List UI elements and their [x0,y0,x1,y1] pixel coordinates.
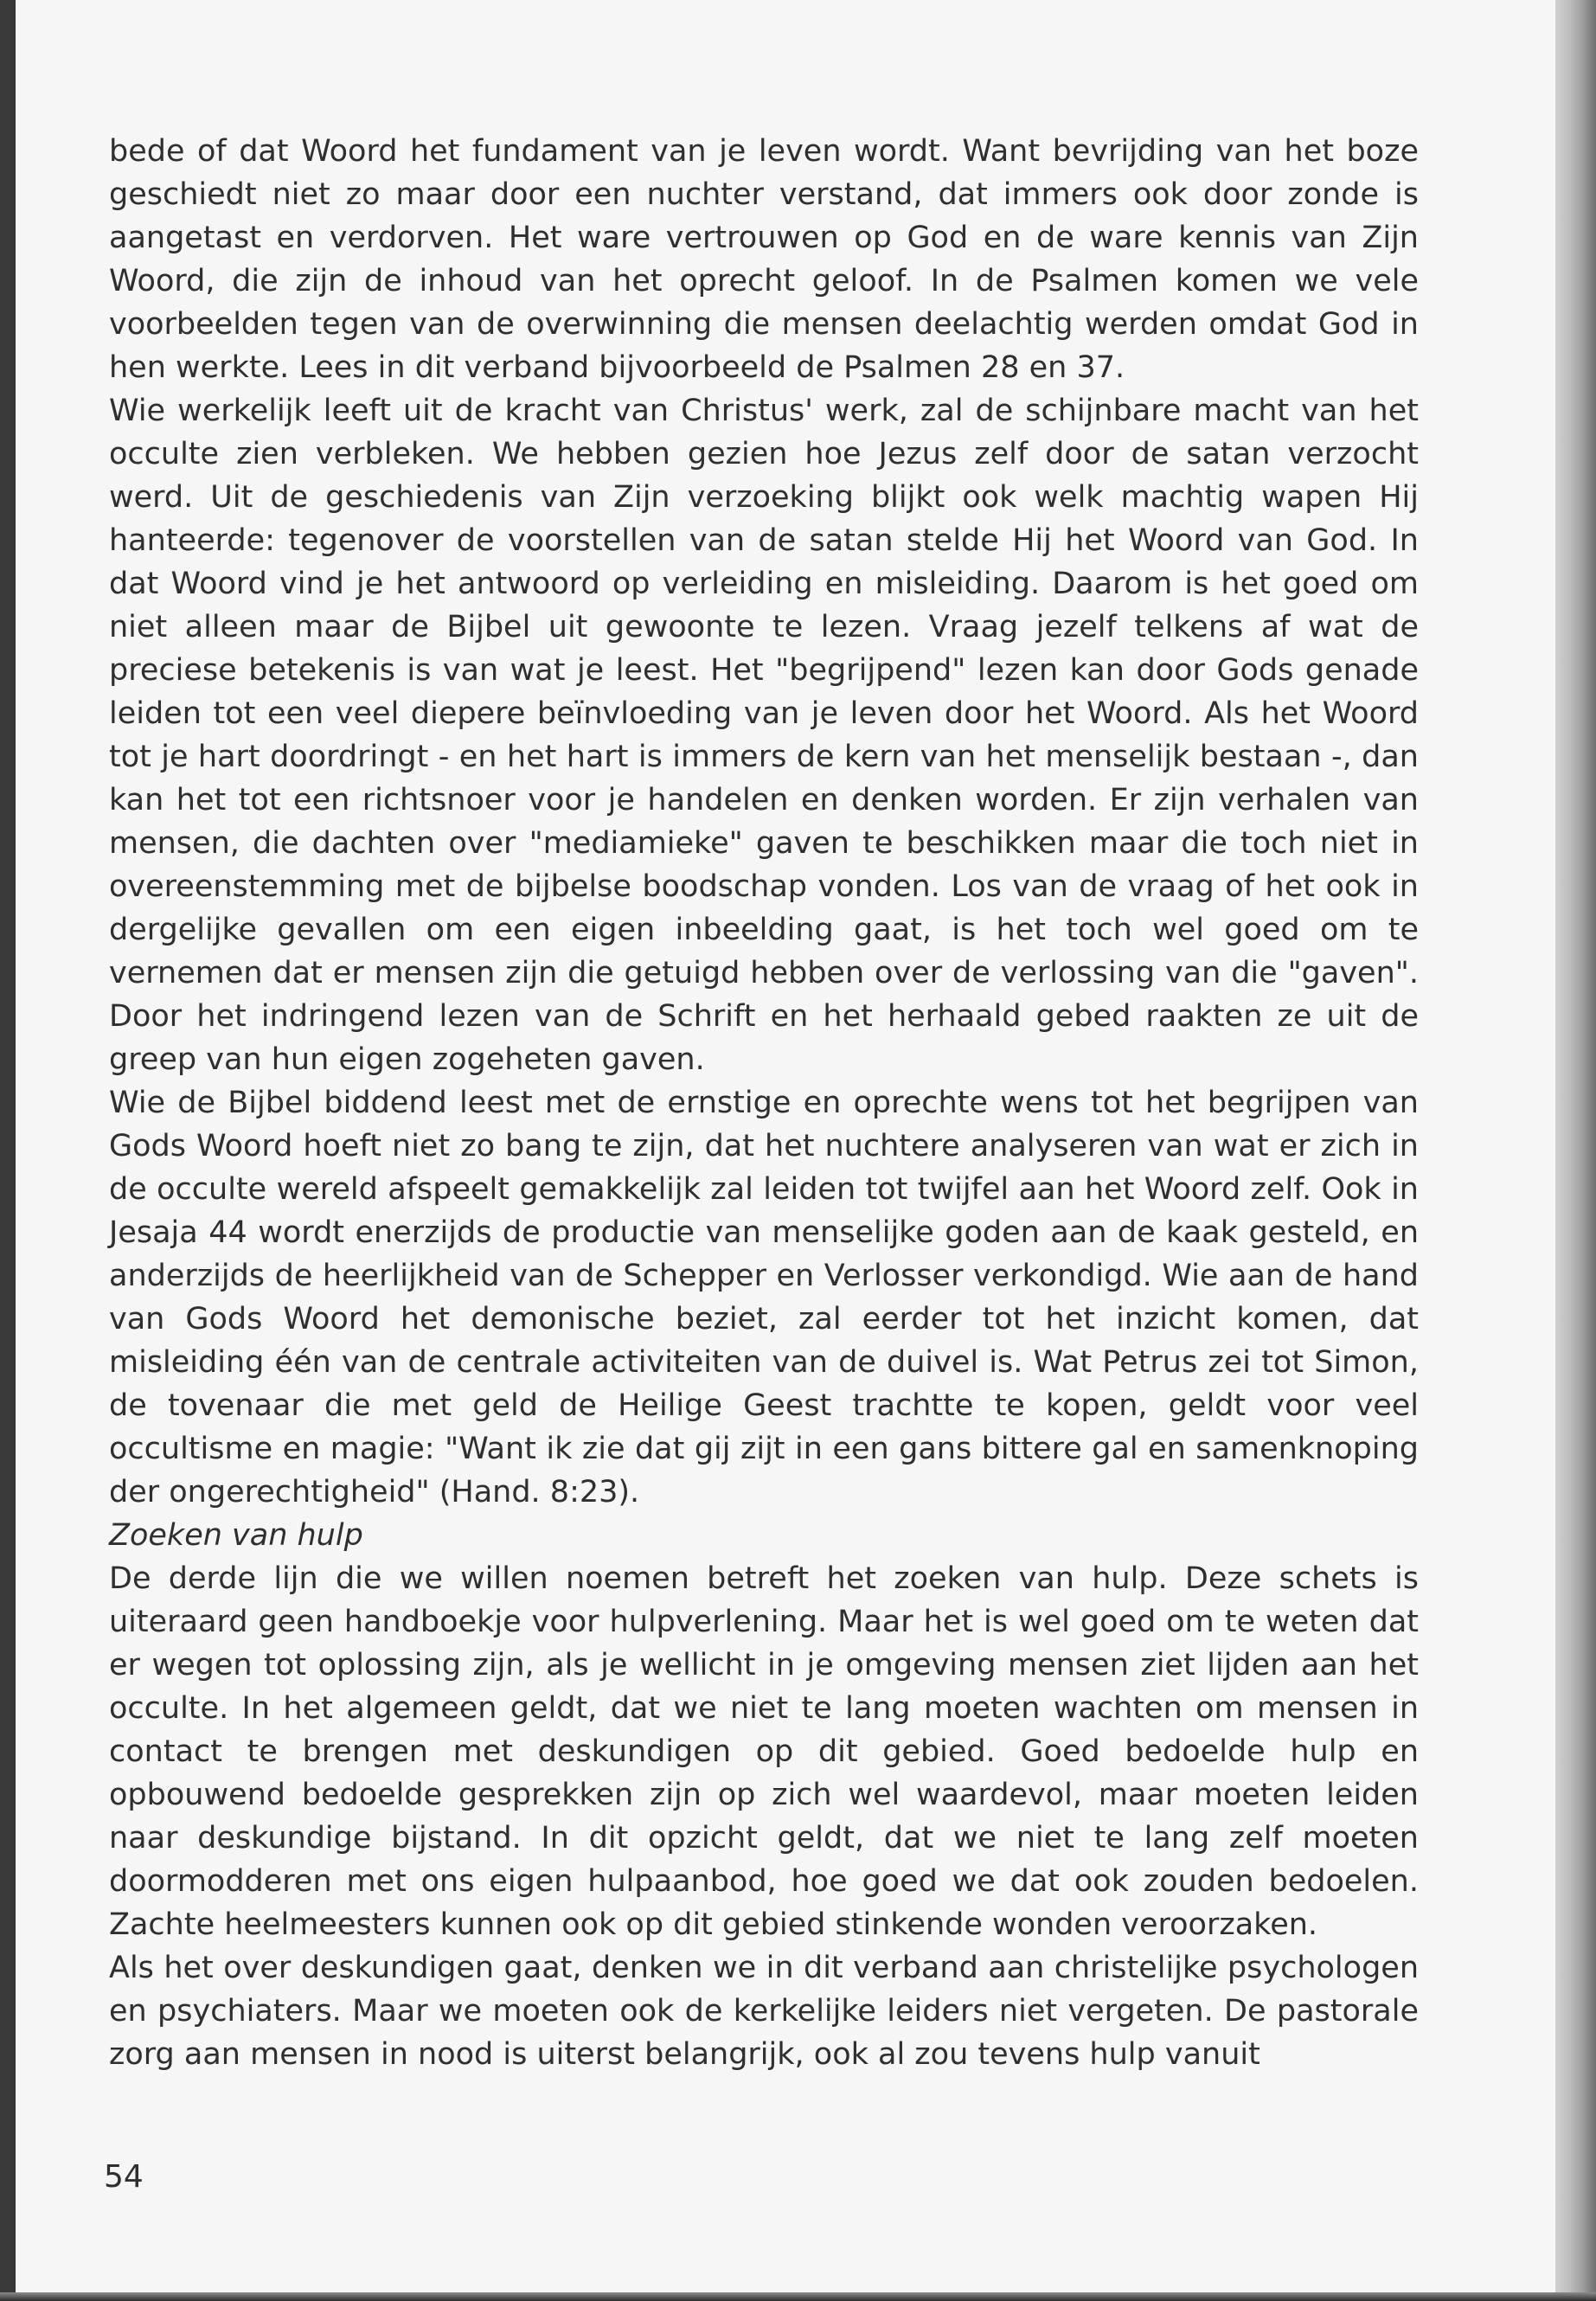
paragraph: Als het over deskundigen gaat, denken we in dit verband aan christelijke psychologen en psychiaters. Maar we moeten ook de kerkelijke leiders niet vergeten. De pastorale zorg aan mensen in nood is uiterst belangrijk, ook al zou tevens hulp vanuit [109,1951,1419,2072]
page-bottom-edge [0,2292,1596,2301]
page-edge-shadow [1555,0,1596,2301]
paragraph: Wie werkelijk leeft uit de kracht van Christus' werk, zal de schijnbare macht van het occulte zien verbleken. We hebben gezien hoe Jezus zelf door de satan verzocht werd. Uit de geschiedenis van Zijn verzoeking blijkt ook welk machtig wapen Hij hanteerde: tegenover de voorstellen van de satan stelde Hij het Woord van God. In dat Woord vind je het antwoord op verleiding en misleiding. Daarom is het goed om niet alleen maar de Bijbel uit gewoonte te lezen. Vraag jezelf telkens af wat de preciese betekenis is van wat je leest. Het "begrijpend" lezen kan door Gods genade leiden tot een veel diepere beïnvloeding van je leven door het Woord. Als het Woord tot je hart doordringt - en het hart is immers de kern van het menselijk bestaan -, dan kan het tot een richtsnoer voor je handelen en denken worden. Er zijn verhalen van mensen, die dachten over "mediamieke" gaven te beschikken maar die toch niet in overeenstemming met de bijbelse boodschap vonden. Los van de vraag of het ook in dergelijke gevallen om een eigen inbeelding gaat, is het toch wel goed om te vernemen dat er mensen zijn die getuigd hebben over de verlossing van die "gaven". Door het indringend lezen van de Schrift en het herhaald gebed raakten ze uit de greep van hun eigen zogeheten gaven. [109,394,1419,1077]
paragraph: De derde lijn die we willen noemen betreft het zoeken van hulp. Deze schets is uiteraard geen handboekje voor hulpverlening. Maar het is wel goed om te weten dat er wegen tot oplossing zijn, als je wellicht in je omgeving mensen ziet lijden aan het occulte. In het algemeen geldt, dat we niet te lang moeten wachten om mensen in contact te brengen met deskundigen op dit gebied. Goed bedoelde hulp en opbouwend bedoelde gesprekken zijn op zich wel waardevol, maar moeten leiden naar deskundige bijstand. In dit opzicht geldt, dat we niet te lang zelf moeten doormodderen met ons eigen hulpaanbod, hoe goed we dat ook zouden bedoelen. Zachte heelmeesters kunnen ook op dit gebied stinkende wonden veroorzaken. [109,1561,1419,1942]
body-text [109,130,1419,2076]
paragraph: bede of dat Woord het fundament van je leven wordt. Want bevrijding van het boze geschiedt niet zo maar door een nuchter verstand, dat immers ook door zonde is aangetast en verdorven. Het ware vertrouwen op God en de ware kennis van Zijn Woord, die zijn de inhoud van het oprecht geloof. In de Psalmen komen we vele voorbeelden tegen van de overwinning die mensen deelachtig werden omdat God in hen werkte. Lees in dit verband bijvoorbeeld de Psalmen 28 en 37. [109,134,1419,385]
section-heading: Zoeken van hulp [109,1518,363,1553]
page-number: 54 [104,2159,144,2195]
paragraph: Wie de Bijbel biddend leest met de ernstige en oprechte wens tot het begrijpen van Gods Woord hoeft niet zo bang te zijn, dat het nuchtere analyseren van wat er zich in de occulte wereld afspeelt gemakkelijk zal leiden tot twijfel aan het Woord zelf. Ook in Jesaja 44 wordt enerzijds de productie van menselijke goden aan de kaak gesteld, en anderzijds de heerlijkheid van de Schepper en Verlosser verkondigd. Wie aan de hand van Gods Woord het demonische beziet, zal eerder tot het inzicht komen, dat misleiding één van de centrale activiteiten van de duivel is. Wat Petrus zei tot Simon, de tovenaar die met geld de Heilige Geest trachtte te kopen, geldt voor veel occultisme en magie: "Want ik zie dat gij zijt in een gans bittere gal en samenknoping der ongerechtigheid" (Hand. 8:23). [109,1086,1419,1509]
